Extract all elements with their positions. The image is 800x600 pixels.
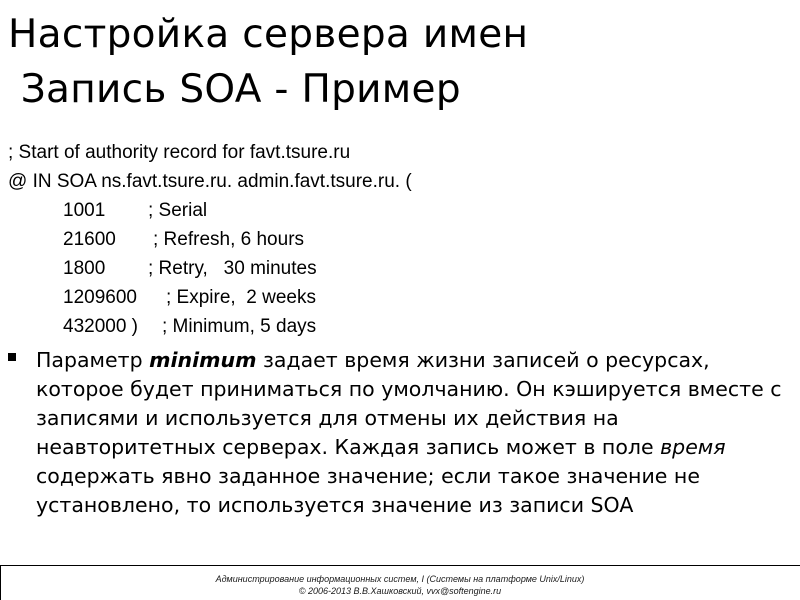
- expire-value: 1209600: [63, 287, 137, 308]
- bullet-text-part-2: задает время жизни записей о ресурсах, которое будет приниматься по умолчанию. Он кэшируется вместе с записями и используется для отмены их действия на неавторитетных серверах. Каждая запись может в поле: [36, 348, 782, 459]
- expire-comment: ; Expire, 2 weeks: [166, 287, 316, 308]
- bullet-paragraph: [8, 346, 798, 520]
- minimum-value: 432000 ): [63, 316, 139, 337]
- retry-value: 1800: [63, 258, 106, 279]
- serial-comment: ; Serial: [148, 200, 208, 221]
- footer-course-title: Администрирование информационных систем, I (Системы на платформе Unix/Linux): [215, 574, 585, 584]
- slide-title-line-1: Настройка сервера имен: [8, 12, 529, 57]
- soa-comment-line: ; Start of authority record for favt.tsure.ru: [8, 142, 351, 163]
- bullet-text: [36, 346, 796, 520]
- bullet-text-part-1: Параметр: [36, 348, 150, 372]
- bullet-text-part-3: содержать явно заданное значение; если такое значение не установлено, то используется значение из записи SOA: [36, 464, 700, 517]
- retry-comment: ; Retry, 30 minutes: [148, 258, 317, 279]
- emphasis-minimum: minimum: [149, 348, 257, 372]
- serial-value: 1001: [63, 200, 106, 221]
- footer-copyright: © 2006-2013 В.В.Хашковский, vvx@softengine.ru: [298, 586, 502, 596]
- square-bullet-icon: [8, 353, 16, 361]
- refresh-value: 21600: [63, 229, 116, 250]
- soa-record-line: @ IN SOA ns.favt.tsure.ru. admin.favt.tsure.ru. (: [8, 171, 412, 192]
- emphasis-time: время: [660, 435, 726, 459]
- refresh-comment: ; Refresh, 6 hours: [153, 229, 305, 250]
- minimum-comment: ; Minimum, 5 days: [162, 316, 317, 337]
- slide-title-line-2: Запись SOA - Пример: [8, 67, 461, 112]
- footer-divider: [0, 565, 800, 566]
